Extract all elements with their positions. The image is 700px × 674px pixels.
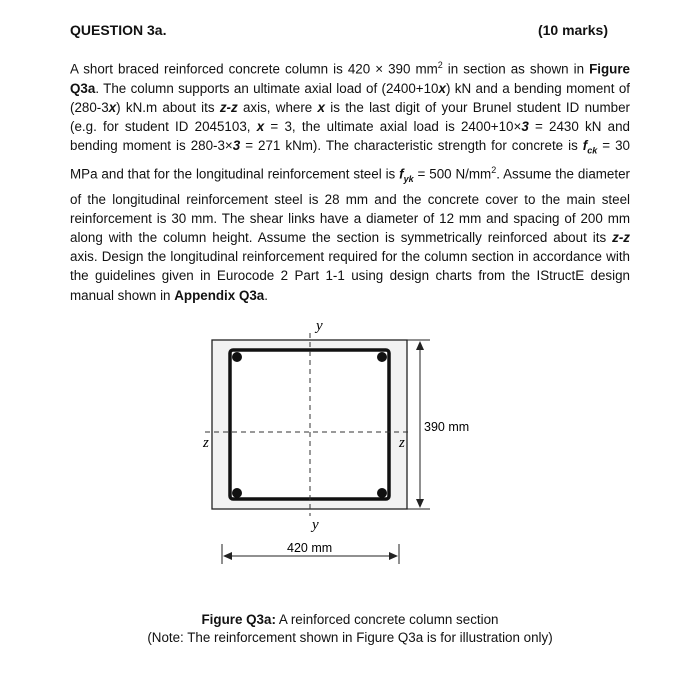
axis-label: z-z xyxy=(219,99,238,115)
axis-label: z-z xyxy=(612,229,630,245)
rebar xyxy=(232,488,242,498)
text-segment: A short braced reinforced concrete column is 420 × 390 mm xyxy=(70,61,438,77)
text-segment: = 271 kNm). The characteristic strength for concrete is xyxy=(240,138,583,154)
width-dim-arrow-right xyxy=(389,552,398,560)
caption-figure-label: Figure Q3a: xyxy=(201,612,276,627)
text-segment: in section as shown in xyxy=(442,61,590,77)
z-axis-right-label: z xyxy=(399,435,405,451)
rebar xyxy=(377,352,387,362)
variable-x: x xyxy=(256,119,265,135)
y-axis-top-label: y xyxy=(316,318,323,334)
text-segment: axis. Design the longitudinal reinforcement required for the column section in accordance with the guidelines given in Eurocode 2 Part 1-1 using design charts from the IStructE design manual shown in xyxy=(70,249,630,303)
text-segment: is the last digit of your Brunel student ID number (e.g. for student ID 2045103, xyxy=(70,99,630,135)
text-segment: = 3, the ultimate axial load is 2400+10× xyxy=(264,119,522,135)
variable-x: x xyxy=(438,80,446,96)
text-segment: ) kN.m about its xyxy=(116,99,220,115)
text-segment: ) kN and a bending moment of (280-3 xyxy=(70,80,630,115)
figure-reference: Figure Q3a xyxy=(70,61,630,96)
text-segment: = 500 N/mm xyxy=(413,166,492,182)
superscript: 2 xyxy=(437,60,443,70)
z-axis-left-label: z xyxy=(203,435,209,451)
variable-x: x xyxy=(108,99,117,115)
text-segment: axis, where xyxy=(237,99,318,115)
height-dim-arrow-bottom xyxy=(416,499,424,508)
width-dimension-label: 420 mm xyxy=(287,541,333,555)
variable-x: x xyxy=(317,99,325,115)
question-title: QUESTION 3a. xyxy=(70,22,167,38)
text-segment: = 30 MPa and that for the longitudinal reinforcement steel is xyxy=(70,138,630,182)
text-segment: . xyxy=(264,287,268,303)
y-axis-bottom-label: y xyxy=(312,517,319,533)
example-digit: 3 xyxy=(521,119,529,135)
text-segment: . The column supports an ultimate axial load of (2400+10 xyxy=(95,80,439,96)
height-dim-arrow-top xyxy=(416,341,424,350)
rebar xyxy=(232,352,242,362)
figure-caption xyxy=(0,612,700,627)
fck-symbol: f xyxy=(582,138,588,154)
superscript: 2 xyxy=(491,165,497,176)
width-dim-arrow-left xyxy=(223,552,232,560)
fck-subscript: ck xyxy=(587,145,598,156)
appendix-reference: Appendix Q3a xyxy=(174,287,265,303)
height-dimension-label: 390 mm xyxy=(424,420,470,434)
figure-note: (Note: The reinforcement shown in Figure Q3a is for illustration only) xyxy=(147,630,553,645)
rebar xyxy=(377,488,387,498)
marks-label: (10 marks) xyxy=(537,22,608,38)
text-segment: = 2430 kN and bending moment is 280-3× xyxy=(70,119,630,154)
fyk-symbol: f xyxy=(399,166,404,182)
example-digit: 3 xyxy=(232,138,241,154)
caption-text: A reinforced concrete column section xyxy=(275,612,499,627)
fyk-subscript: yk xyxy=(403,174,414,185)
text-segment: . Assume the diameter of the longitudinal reinforcement steel is 28 mm and the concrete cover to the main steel reinforcement is 30 mm. The shear links have a diameter of 12 mm and spacing of 200 mm along with the column height. Assume the section is symmetrically reinforced about its xyxy=(70,166,630,245)
